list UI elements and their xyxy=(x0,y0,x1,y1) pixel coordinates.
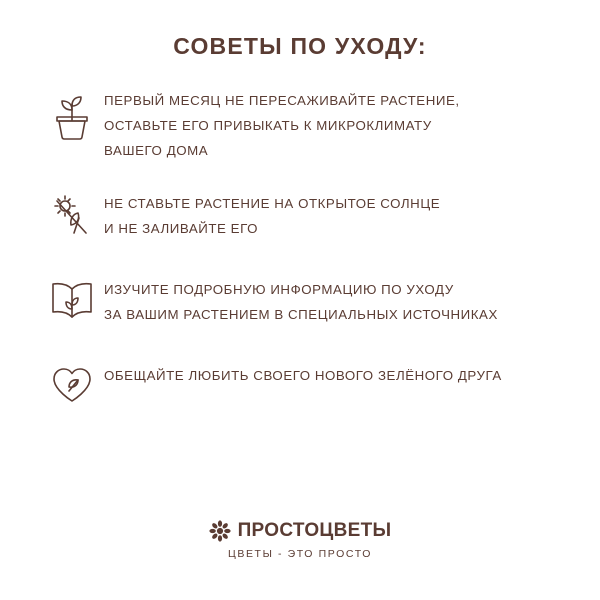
brand-slogan: ЦВЕТЫ - ЭТО ПРОСТО xyxy=(227,548,373,560)
brand-name: ПРОСТОЦВЕТЫ xyxy=(237,520,392,541)
page-title: СОВЕТЫ ПО УХОДУ: xyxy=(173,33,427,59)
brand-logo xyxy=(0,520,600,542)
tip-text: ИЗУЧИТЕ ПОДРОБНУЮ ИНФОРМАЦИЮ ПО УХОДУ ЗА ВАШИМ РАСТЕНИЕМ В СПЕЦИАЛЬНЫХ ИСТОЧНИКАХ xyxy=(104,282,498,322)
tips-list xyxy=(40,86,572,447)
list-item xyxy=(40,275,572,335)
tip-text: ОБЕЩАЙТЕ ЛЮБИТЬ СВОЕГО НОВОГО ЗЕЛЁНОГО ДРУГА xyxy=(104,368,502,383)
list-item xyxy=(40,189,572,249)
potted-plant-icon xyxy=(40,86,104,146)
list-item xyxy=(40,86,572,163)
tip-text: ПЕРВЫЙ МЕСЯЦ НЕ ПЕРЕСАЖИВАЙТЕ РАСТЕНИЕ, ОСТАВЬТЕ ЕГО ПРИВЫКАТЬ К МИКРОКЛИМАТУ ВАШЕГО ДОМА xyxy=(104,93,460,158)
open-book-icon xyxy=(40,275,104,335)
footer xyxy=(0,520,600,560)
flower-icon xyxy=(209,520,231,542)
heart-leaf-icon xyxy=(40,361,104,421)
list-item xyxy=(40,361,572,421)
no-sun-icon xyxy=(40,189,104,249)
tip-text: НЕ СТАВЬТЕ РАСТЕНИЕ НА ОТКРЫТОЕ СОЛНЦЕ И НЕ ЗАЛИВАЙТЕ ЕГО xyxy=(104,196,441,236)
